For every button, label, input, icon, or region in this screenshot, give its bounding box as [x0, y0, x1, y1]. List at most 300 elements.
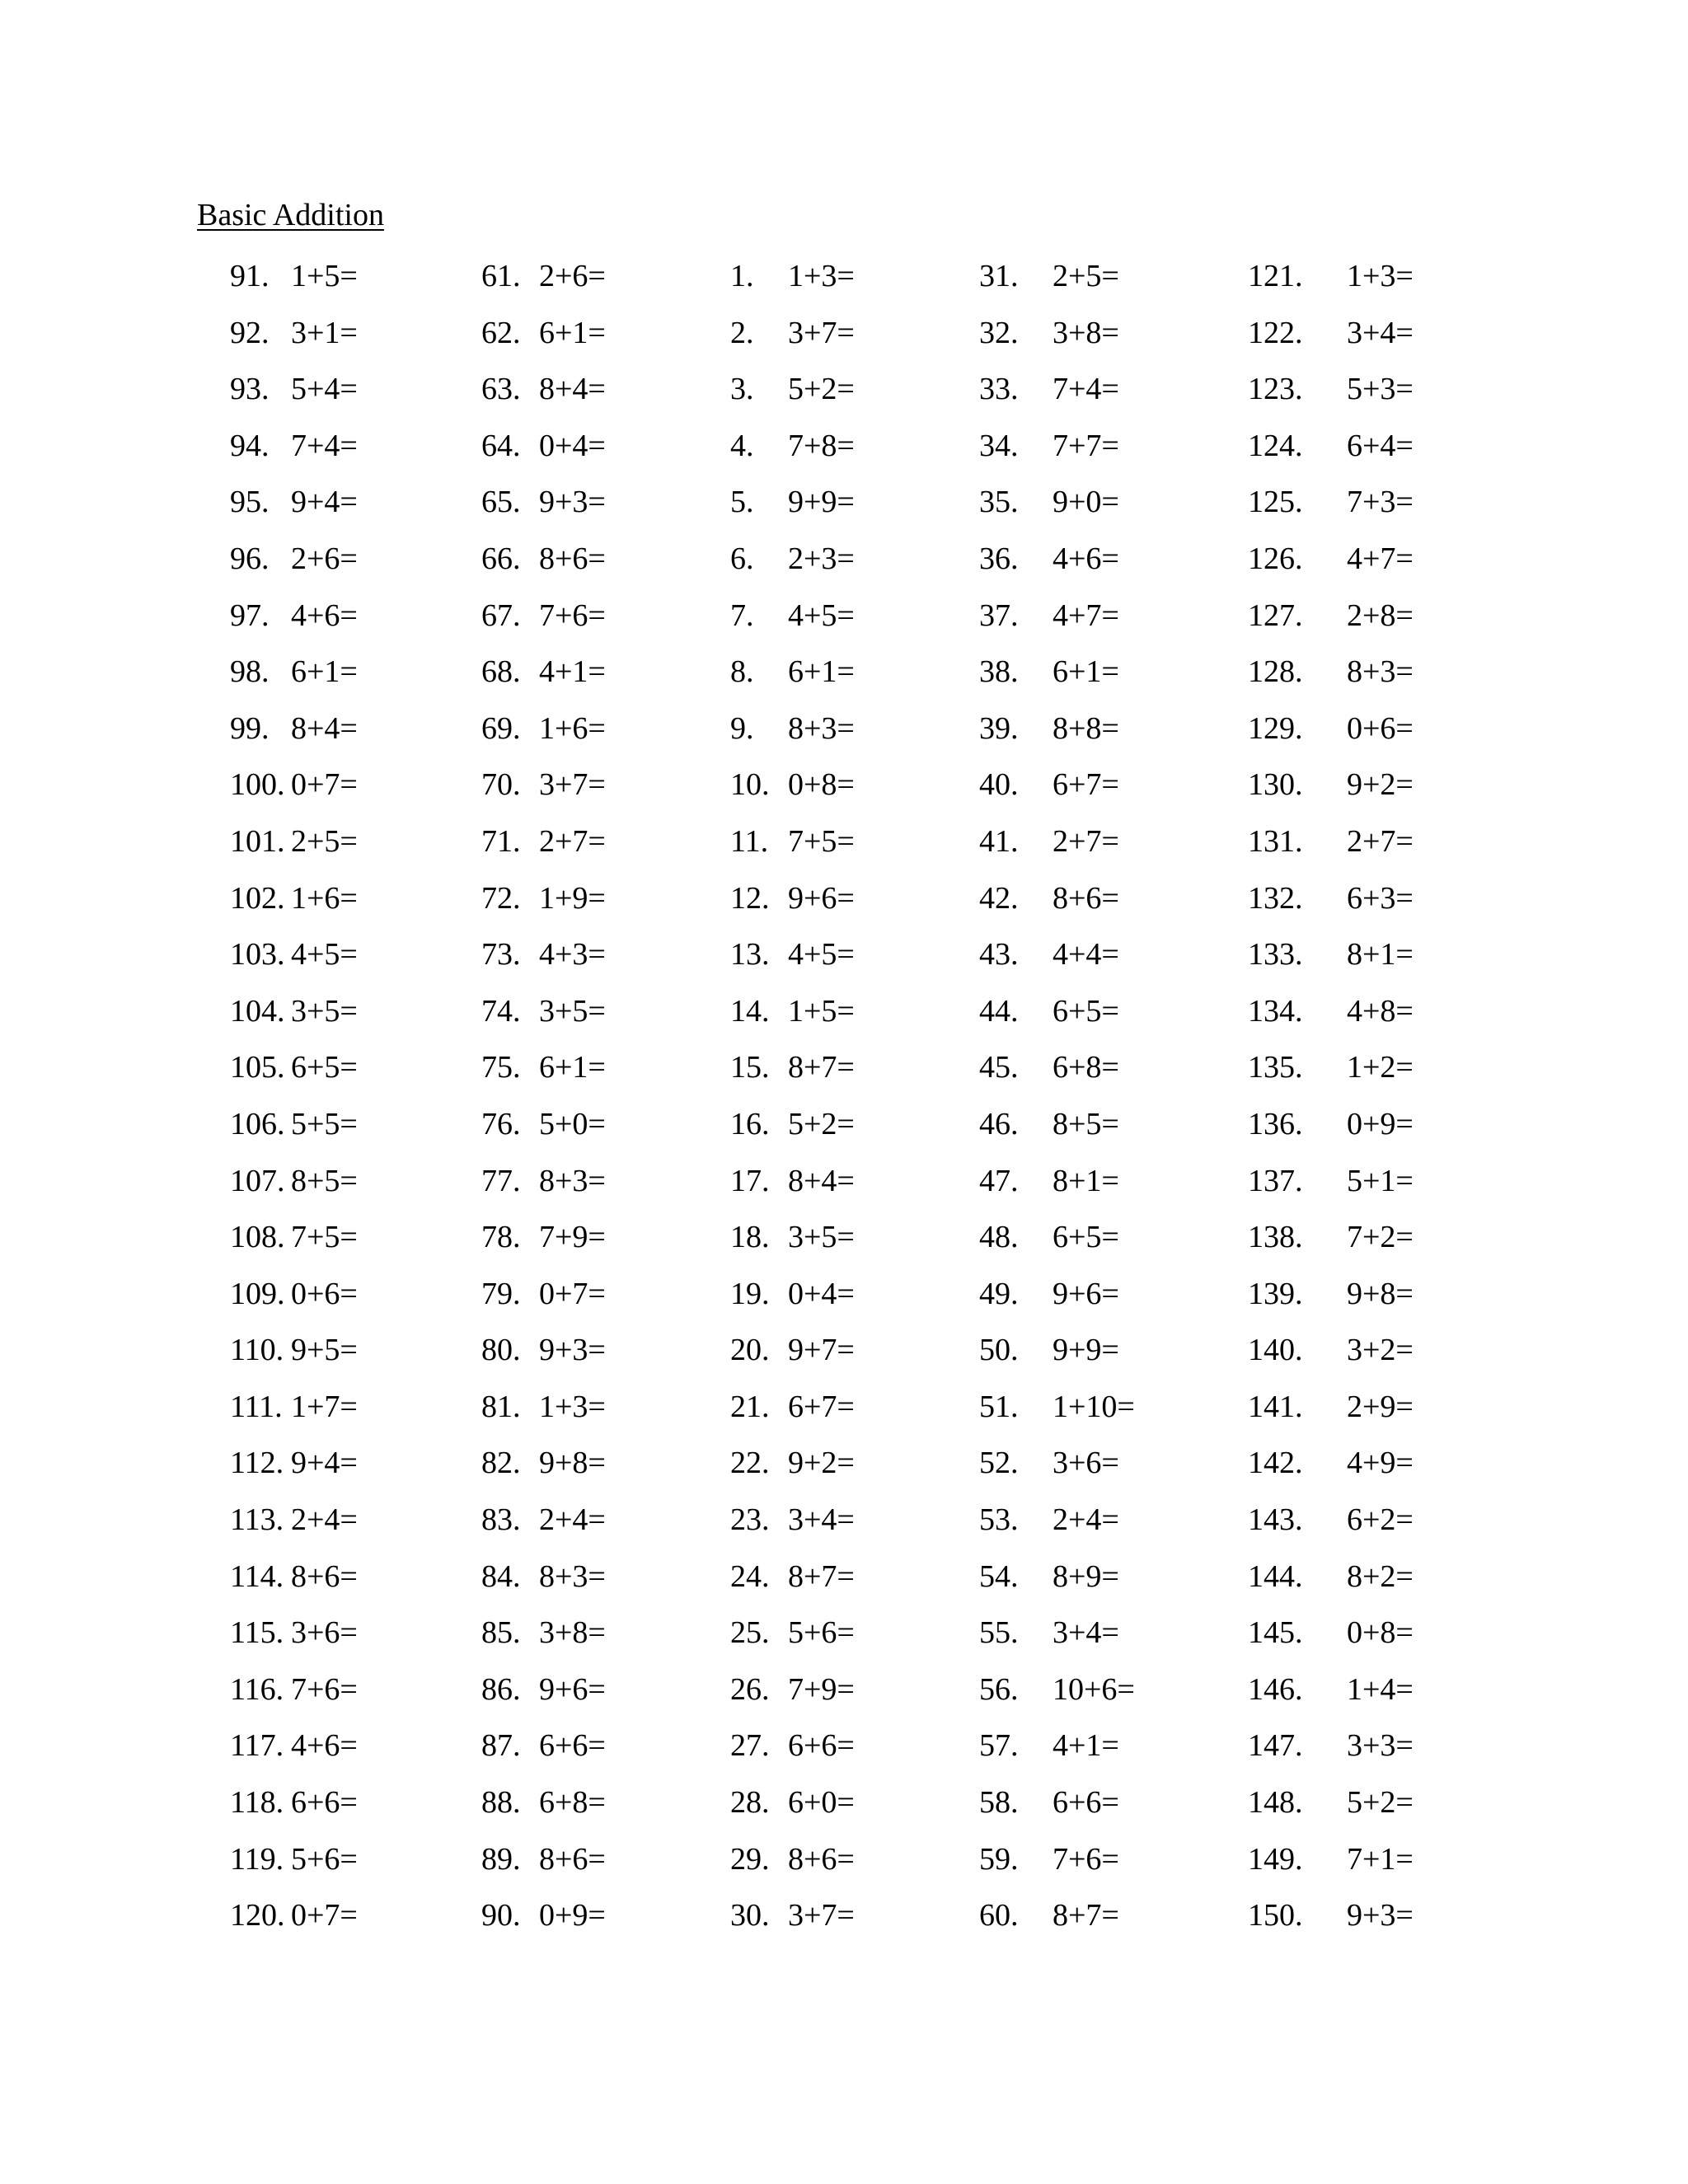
problem-number: 109. — [230, 1276, 285, 1311]
problem-column-2 — [481, 255, 753, 1952]
problem-row — [730, 1556, 1002, 1613]
problem-row — [230, 425, 502, 482]
problem-row — [979, 1386, 1251, 1443]
problem-expression: 4+9= — [1347, 1446, 1414, 1481]
problem-number: 34. — [979, 428, 1019, 463]
problem-expression: 6+6= — [291, 1785, 358, 1821]
problem-expression: 8+1= — [1053, 1163, 1119, 1198]
problem-row — [1248, 1499, 1520, 1556]
problem-row — [481, 1725, 753, 1782]
problem-row — [230, 1782, 502, 1839]
problem-row — [481, 1104, 753, 1160]
problem-expression: 7+6= — [539, 598, 606, 633]
problem-number: 141. — [1248, 1389, 1303, 1424]
problem-expression: 8+4= — [291, 710, 358, 746]
problem-row — [230, 1104, 502, 1160]
problem-number: 116. — [230, 1671, 284, 1707]
problem-number: 67. — [481, 598, 521, 633]
problem-row — [481, 481, 753, 538]
problem-number: 51. — [979, 1389, 1019, 1424]
problem-expression: 9+8= — [1347, 1276, 1414, 1311]
problem-expression: 7+6= — [291, 1671, 358, 1707]
problem-row — [230, 1556, 502, 1613]
problem-row — [481, 1160, 753, 1217]
problem-expression: 7+3= — [1347, 485, 1414, 520]
problem-expression: 1+3= — [1347, 259, 1414, 293]
problem-number: 112. — [230, 1446, 284, 1481]
problem-expression: 7+5= — [788, 823, 855, 859]
problem-row — [230, 1160, 502, 1217]
problem-expression: 5+6= — [788, 1615, 855, 1651]
problem-row — [730, 368, 1002, 425]
problem-number: 110. — [230, 1333, 284, 1368]
worksheet-title: Basic Addition — [197, 198, 384, 232]
problem-expression: 3+4= — [788, 1502, 855, 1538]
problem-number: 46. — [979, 1106, 1019, 1141]
problem-row — [730, 1216, 1002, 1273]
problem-number: 8. — [730, 654, 754, 690]
problem-number: 134. — [1248, 993, 1303, 1029]
problem-expression: 9+8= — [539, 1446, 606, 1481]
problem-row — [230, 1499, 502, 1556]
problem-number: 83. — [481, 1502, 521, 1538]
problem-number: 65. — [481, 485, 521, 520]
problem-expression: 8+6= — [291, 1558, 358, 1594]
problem-expression: 1+4= — [1347, 1671, 1414, 1707]
problem-number: 71. — [481, 823, 521, 859]
problem-expression: 2+7= — [539, 823, 606, 859]
problem-expression: 6+6= — [1053, 1785, 1119, 1821]
problem-expression: 6+7= — [788, 1389, 855, 1424]
problem-expression: 5+5= — [291, 1106, 358, 1141]
problem-expression: 0+7= — [291, 767, 358, 803]
problem-expression: 5+6= — [291, 1841, 358, 1877]
problem-number: 11. — [730, 823, 769, 859]
problem-row — [1248, 821, 1520, 878]
problem-number: 77. — [481, 1163, 521, 1198]
problem-number: 127. — [1248, 598, 1303, 633]
problem-expression: 3+2= — [1347, 1333, 1414, 1368]
problem-expression: 9+2= — [788, 1446, 855, 1481]
problem-number: 81. — [481, 1389, 521, 1424]
problem-expression: 1+3= — [788, 259, 855, 293]
problem-expression: 5+4= — [291, 372, 358, 407]
problem-row — [730, 1895, 1002, 1952]
problem-number: 4. — [730, 428, 754, 463]
problem-row — [481, 1499, 753, 1556]
problem-expression: 8+3= — [539, 1558, 606, 1594]
problem-row — [1248, 991, 1520, 1047]
problem-number: 78. — [481, 1220, 521, 1255]
problem-column-5 — [1248, 255, 1520, 1952]
problem-number: 9. — [730, 710, 754, 746]
problem-expression: 0+6= — [1347, 710, 1414, 746]
problem-expression: 8+5= — [291, 1163, 358, 1198]
problem-row — [481, 878, 753, 935]
problem-number: 88. — [481, 1785, 521, 1821]
problem-row — [730, 934, 1002, 991]
problem-number: 30. — [730, 1898, 770, 1933]
problem-row — [979, 425, 1251, 482]
problem-row — [481, 991, 753, 1047]
problem-expression: 3+8= — [539, 1615, 606, 1651]
problem-number: 7. — [730, 598, 754, 633]
problem-row — [979, 595, 1251, 652]
problem-row — [1248, 708, 1520, 765]
problem-expression: 9+4= — [291, 1446, 358, 1481]
problem-number: 98. — [230, 654, 270, 690]
problem-number: 15. — [730, 1050, 770, 1085]
problem-row — [481, 934, 753, 991]
problem-number: 84. — [481, 1558, 521, 1594]
problem-expression: 6+8= — [539, 1785, 606, 1821]
problem-expression: 7+4= — [1053, 372, 1119, 407]
problem-number: 74. — [481, 993, 521, 1029]
problem-row — [979, 651, 1251, 708]
problem-expression: 6+4= — [1347, 428, 1414, 463]
problem-number: 75. — [481, 1050, 521, 1085]
problem-row — [230, 481, 502, 538]
problem-expression: 1+5= — [788, 993, 855, 1029]
problem-expression: 7+4= — [291, 428, 358, 463]
problem-row — [1248, 878, 1520, 935]
problem-number: 25. — [730, 1615, 770, 1651]
problem-row — [481, 425, 753, 482]
problem-number: 20. — [730, 1333, 770, 1368]
problem-number: 100. — [230, 767, 285, 803]
problem-expression: 3+7= — [788, 1898, 855, 1933]
problem-row — [481, 1782, 753, 1839]
problem-row — [730, 1612, 1002, 1669]
problem-expression: 8+3= — [539, 1163, 606, 1198]
problem-number: 121. — [1248, 259, 1303, 293]
problem-expression: 8+7= — [1053, 1898, 1119, 1933]
problem-row — [979, 1104, 1251, 1160]
problem-row — [730, 1669, 1002, 1726]
problem-column-1 — [230, 255, 502, 1952]
problem-number: 36. — [979, 541, 1019, 576]
problem-number: 96. — [230, 541, 270, 576]
problem-number: 128. — [1248, 654, 1303, 690]
problem-number: 50. — [979, 1333, 1019, 1368]
problem-row — [730, 1499, 1002, 1556]
problem-row — [481, 1612, 753, 1669]
problem-row — [1248, 1273, 1520, 1330]
problem-expression: 4+5= — [291, 937, 358, 972]
problem-column-3 — [730, 255, 1002, 1952]
problem-expression: 9+3= — [539, 485, 606, 520]
problem-number: 138. — [1248, 1220, 1303, 1255]
problem-row — [230, 764, 502, 821]
problem-expression: 6+5= — [291, 1050, 358, 1085]
problem-number: 68. — [481, 654, 521, 690]
problem-number: 102. — [230, 880, 285, 916]
problem-number: 129. — [1248, 710, 1303, 746]
problem-expression: 9+2= — [1347, 767, 1414, 803]
problem-row — [230, 1386, 502, 1443]
problem-row — [481, 1556, 753, 1613]
problem-number: 45. — [979, 1050, 1019, 1085]
problem-row — [730, 1047, 1002, 1104]
problem-number: 115. — [230, 1615, 284, 1651]
problem-row — [979, 1442, 1251, 1499]
problem-expression: 6+6= — [788, 1728, 855, 1764]
problem-row — [230, 708, 502, 765]
problem-number: 5. — [730, 485, 754, 520]
problem-expression: 7+8= — [788, 428, 855, 463]
problem-expression: 7+9= — [788, 1671, 855, 1707]
problem-number: 133. — [1248, 937, 1303, 972]
problem-number: 29. — [730, 1841, 770, 1877]
problem-expression: 0+6= — [291, 1276, 358, 1311]
problem-row — [979, 934, 1251, 991]
problem-expression: 4+6= — [1053, 541, 1119, 576]
problem-row — [730, 595, 1002, 652]
problem-expression: 5+2= — [788, 372, 855, 407]
problem-row — [979, 1329, 1251, 1386]
problem-number: 140. — [1248, 1333, 1303, 1368]
problem-number: 66. — [481, 541, 521, 576]
problem-row — [730, 1442, 1002, 1499]
problem-row — [230, 1669, 502, 1726]
problem-number: 62. — [481, 315, 521, 350]
problem-row — [979, 1782, 1251, 1839]
problem-number: 148. — [1248, 1785, 1303, 1821]
problem-row — [1248, 595, 1520, 652]
problem-expression: 2+5= — [1053, 259, 1119, 293]
problem-row — [1248, 255, 1520, 312]
problem-number: 33. — [979, 372, 1019, 407]
problem-number: 26. — [730, 1671, 770, 1707]
problem-number: 64. — [481, 428, 521, 463]
problem-expression: 8+4= — [539, 372, 606, 407]
problem-row — [1248, 1725, 1520, 1782]
problem-number: 119. — [230, 1841, 284, 1877]
problem-number: 35. — [979, 485, 1019, 520]
problem-expression: 2+4= — [1053, 1502, 1119, 1538]
problem-number: 86. — [481, 1671, 521, 1707]
problem-number: 49. — [979, 1276, 1019, 1311]
problem-number: 54. — [979, 1558, 1019, 1594]
problem-number: 76. — [481, 1106, 521, 1141]
problem-expression: 2+7= — [1347, 823, 1414, 859]
problem-number: 47. — [979, 1163, 1019, 1198]
problem-number: 135. — [1248, 1050, 1303, 1085]
problem-expression: 8+5= — [1053, 1106, 1119, 1141]
problem-row — [730, 878, 1002, 935]
problem-row — [979, 991, 1251, 1047]
problem-expression: 6+0= — [788, 1785, 855, 1821]
problem-expression: 1+6= — [291, 880, 358, 916]
problem-number: 37. — [979, 598, 1019, 633]
problem-number: 111. — [230, 1389, 283, 1424]
problem-row — [1248, 1104, 1520, 1160]
problem-number: 14. — [730, 993, 770, 1029]
problem-row — [730, 481, 1002, 538]
problem-row — [1248, 1160, 1520, 1217]
problem-expression: 3+3= — [1347, 1728, 1414, 1764]
problem-expression: 2+4= — [291, 1502, 358, 1538]
problem-number: 53. — [979, 1502, 1019, 1538]
problem-number: 114. — [230, 1558, 284, 1594]
problem-expression: 6+1= — [788, 654, 855, 690]
problem-row — [481, 1442, 753, 1499]
problem-expression: 2+4= — [539, 1502, 606, 1538]
problem-expression: 6+6= — [539, 1728, 606, 1764]
problem-row — [481, 708, 753, 765]
problem-row — [1248, 1556, 1520, 1613]
problem-expression: 8+8= — [1053, 710, 1119, 746]
problem-row — [481, 255, 753, 312]
problem-row — [1248, 1895, 1520, 1952]
problem-row — [1248, 538, 1520, 595]
problem-number: 48. — [979, 1220, 1019, 1255]
problem-number: 39. — [979, 710, 1019, 746]
problem-expression: 4+3= — [539, 937, 606, 972]
problem-row — [481, 651, 753, 708]
problem-row — [1248, 368, 1520, 425]
problem-number: 104. — [230, 993, 285, 1029]
problem-number: 60. — [979, 1898, 1019, 1933]
problem-expression: 9+5= — [291, 1333, 358, 1368]
problem-row — [730, 991, 1002, 1047]
problem-number: 57. — [979, 1728, 1019, 1764]
problem-number: 41. — [979, 823, 1019, 859]
problem-number: 147. — [1248, 1728, 1303, 1764]
problem-row — [230, 1047, 502, 1104]
problem-expression: 2+8= — [1347, 598, 1414, 633]
problem-expression: 0+7= — [539, 1276, 606, 1311]
problem-expression: 8+6= — [539, 1841, 606, 1877]
problem-row — [730, 1273, 1002, 1330]
problem-expression: 8+7= — [788, 1558, 855, 1594]
problem-number: 19. — [730, 1276, 770, 1311]
problem-row — [979, 255, 1251, 312]
problem-number: 143. — [1248, 1502, 1303, 1538]
problem-expression: 4+1= — [539, 654, 606, 690]
problem-expression: 9+6= — [539, 1671, 606, 1707]
problem-number: 106. — [230, 1106, 285, 1141]
problem-row — [730, 651, 1002, 708]
problem-row — [481, 1047, 753, 1104]
problem-number: 150. — [1248, 1898, 1303, 1933]
problem-expression: 2+5= — [291, 823, 358, 859]
problem-row — [230, 1442, 502, 1499]
problem-row — [1248, 312, 1520, 369]
problem-number: 107. — [230, 1163, 285, 1198]
problem-row — [481, 538, 753, 595]
problem-number: 132. — [1248, 880, 1303, 916]
problem-row — [1248, 1216, 1520, 1273]
problem-number: 91. — [230, 259, 270, 293]
problem-expression: 9+0= — [1053, 485, 1119, 520]
problem-expression: 8+4= — [788, 1163, 855, 1198]
problem-number: 125. — [1248, 485, 1303, 520]
problem-row — [1248, 934, 1520, 991]
problem-row — [481, 1329, 753, 1386]
problem-row — [979, 708, 1251, 765]
problem-number: 145. — [1248, 1615, 1303, 1651]
problem-number: 80. — [481, 1333, 521, 1368]
problem-expression: 6+1= — [539, 315, 606, 350]
problem-row — [730, 312, 1002, 369]
problem-number: 131. — [1248, 823, 1303, 859]
problem-row — [979, 764, 1251, 821]
problem-row — [230, 821, 502, 878]
problem-row — [1248, 1612, 1520, 1669]
problem-expression: 9+9= — [1053, 1333, 1119, 1368]
problem-number: 113. — [230, 1502, 284, 1538]
problem-expression: 1+6= — [539, 710, 606, 746]
problem-row — [230, 538, 502, 595]
problem-row — [1248, 1442, 1520, 1499]
problem-expression: 9+9= — [788, 485, 855, 520]
problem-row — [730, 708, 1002, 765]
problem-number: 122. — [1248, 315, 1303, 350]
problem-expression: 3+7= — [788, 315, 855, 350]
problem-row — [730, 1782, 1002, 1839]
problem-expression: 4+5= — [788, 598, 855, 633]
problem-row — [730, 425, 1002, 482]
problem-number: 146. — [1248, 1671, 1303, 1707]
problem-expression: 2+6= — [291, 541, 358, 576]
problem-expression: 5+0= — [539, 1106, 606, 1141]
problem-expression: 0+9= — [1347, 1106, 1414, 1141]
problem-number: 89. — [481, 1841, 521, 1877]
problem-expression: 2+3= — [788, 541, 855, 576]
problem-row — [481, 764, 753, 821]
problem-expression: 3+1= — [291, 315, 358, 350]
problem-row — [979, 1273, 1251, 1330]
problem-expression: 3+6= — [291, 1615, 358, 1651]
problem-row — [979, 1047, 1251, 1104]
problem-row — [730, 538, 1002, 595]
problem-expression: 4+7= — [1053, 598, 1119, 633]
problem-number: 32. — [979, 315, 1019, 350]
problem-number: 16. — [730, 1106, 770, 1141]
problem-number: 43. — [979, 937, 1019, 972]
problem-expression: 3+7= — [539, 767, 606, 803]
problem-row — [1248, 425, 1520, 482]
problem-row — [481, 1273, 753, 1330]
problem-number: 79. — [481, 1276, 521, 1311]
problem-number: 72. — [481, 880, 521, 916]
problem-number: 10. — [730, 767, 770, 803]
problem-expression: 7+5= — [291, 1220, 358, 1255]
problem-number: 124. — [1248, 428, 1303, 463]
problem-row — [230, 312, 502, 369]
problem-number: 2. — [730, 315, 754, 350]
problem-row — [730, 255, 1002, 312]
problem-row — [730, 764, 1002, 821]
problem-row — [1248, 1669, 1520, 1726]
problem-number: 22. — [730, 1446, 770, 1481]
problem-row — [1248, 1386, 1520, 1443]
problem-row — [1248, 1839, 1520, 1896]
problem-number: 87. — [481, 1728, 521, 1764]
problem-expression: 6+1= — [291, 654, 358, 690]
problem-number: 85. — [481, 1615, 521, 1651]
problem-expression: 3+4= — [1053, 1615, 1119, 1651]
problem-number: 44. — [979, 993, 1019, 1029]
problem-number: 69. — [481, 710, 521, 746]
problem-expression: 1+3= — [539, 1389, 606, 1424]
problem-expression: 2+7= — [1053, 823, 1119, 859]
problem-row — [230, 368, 502, 425]
problem-expression: 3+5= — [291, 993, 358, 1029]
problem-row — [730, 1160, 1002, 1217]
problem-row — [230, 1839, 502, 1896]
